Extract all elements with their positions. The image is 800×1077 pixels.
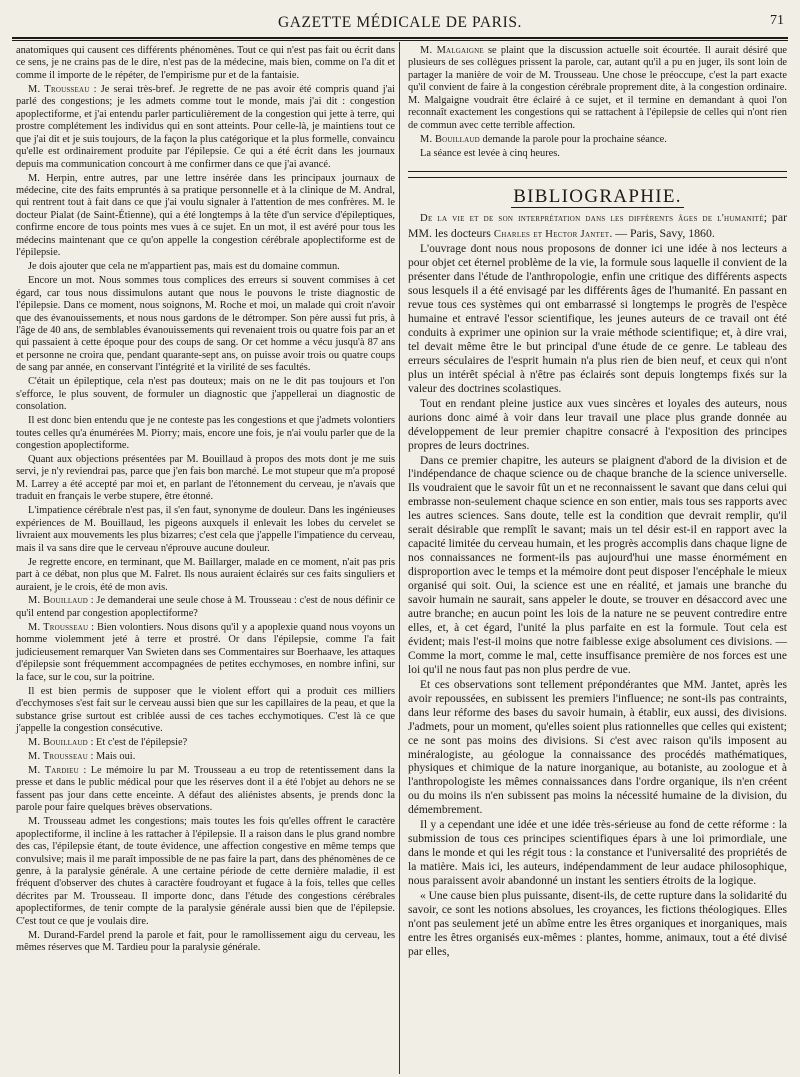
review-paragraph: Il y a cependant une idée et une idée très-sérieuse au fond de cette réforme : la submission de tous ces principes scientifiques épars à une loi primordiale, une dans le monde et qui les régit tous : la constance et l'universalité des propriétés de la matière. Mais ici, les auteurs, indépendamment de leur audace philosophique, nous paraissent avoir abandonné un instant les sentiers étroits de la logique.	[408, 819, 787, 888]
speaker-name: M. Trousseau	[28, 750, 88, 762]
paragraph: M. Trousseau : Mais oui.	[28, 750, 136, 762]
paragraph: M. Trousseau : Je serai très-bref. Je regrette de ne pas avoir été compris quand j'ai parlé des congestions; je les admets comme tout le monde, mais j'ai dit : congestion apoplectiforme, et j'ai entendu parler particulièrement de la congestion qui jette à terre, qui prostre complétement les individus qui en sont atteints. Pour celle-là, je maintiens tout ce que j'ai dit et je suis toujours, de la façon la plus catégorique et la plus formelle, convaincu qu'elle est ordinairement produite par l'épilepsie. Ce qui a été écrit dans les journaux depuis ma communication concourt à me confirmer dans ce que j'ai avancé.	[16, 83, 395, 170]
review-paragraph: Et ces observations sont tellement prépondérantes que MM. Jantet, après les avoir repoussées, en subissent les premiers l'influence; ne sont-ils pas contraints, dans leur réforme des bases du savoir humain, à établir, eux aussi, des divisions. J'admets, pour un moment, qu'elles soient plus rationnelles que celles qui existent; ce ne sont pas moins des divisions. Si c'est avec raison qu'ils imposent au minéralogiste, au géologue la connaissance des procédés mathématiques, physiques et chimique de la nature inorganique, au botaniste, au zoologue et à l'anthropologiste les mêmes connaissances dans l'ordre organique, ils n'en créent ou du moins ils n'en subissent pas moins la nécessité humaine de la division, du démembrement.	[408, 678, 787, 817]
paragraph: Encore un mot. Nous sommes tous complices des erreurs si souvent commises à cet égard, car tous nous dissimulons autant que nous le pouvons le triste diagnostic de l'épilepsie. Dans ce moment, nous soignons, M. Roche et moi, un malade qui croit n'avoir que des évanouissements, et nous nous gardons de le détromper. Son père aussi fut pris, à l'âge de 40 ans, de semblables évanouissements qui revenaient trois ou quatre fois par an et qui passaient à cette époque pour des coups de sang. Or cet homme a vécu jusqu'à 87 ans et personne ne croira que, pendant quarante-sept ans, on puisse avoir trois ou quatre coups de sang par année, en conservant l'intégrité et la virilité de ses facultés.	[16, 275, 395, 374]
paragraph: Il est donc bien entendu que je ne conteste pas les congestions et que j'admets volontiers toutes celles qu'a énumérées M. Piorry; mais, encore une fois, je n'ai voulu parler que de la congestion apoplectiforme.	[16, 415, 395, 452]
paragraph: M. Herpin, entre autres, par une lettre insérée dans les principaux journaux de médecine, cite des faits empruntés à sa pratique personnelle et à la clinique de M. Andral, qui rentrent tout à fait dans ce que j'ai voulu signaler à l'attention de mes confrères. M. le docteur Pialat (de Saint-Étienne), qui a été longtemps à la tête d'un service d'épileptiques, confirme encore de tous points mes vues à ce sujet. En un mot, il est avéré pour tous les médecins maintenant que ce qu'on appelle la congestion cérébrale apoplectiforme est de l'épilepsie.	[16, 172, 395, 259]
paragraph: M. Bouillaud demande la parole pour la prochaine séance.	[420, 133, 667, 145]
paragraph: anatomiques qui causent ces différents phénomènes. Tout ce qui n'est pas fait ou écrit dans ce sens, je ne crains pas de le dire, n'est pas de la médecine, mais bien, comme on l'a dit et comme il importe de le répéter, de l'empirisme pur et de la fantaisie.	[16, 45, 395, 81]
book-authors: Charles et Hector Jantet	[493, 228, 610, 240]
speaker-name: M. Bouillaud	[420, 133, 480, 145]
left-column	[16, 45, 395, 956]
speaker-name: M. Bouillaud	[28, 736, 88, 748]
masthead	[0, 0, 800, 40]
paragraph: M. Trousseau admet les congestions; mais toutes les fois qu'elles offrent le caractère apoplectiforme, il incline à les rattacher à l'épilepsie. Il a raison dans le plus grand nombre des cas, l'épilepsie étant, de toute évidence, une affection congestive en même temps que convulsive; mais il me paraît impossible de ne pas faire la part, dans des phénomènes de ce genre, à la paralysie générale. A une certaine période de cette dernière maladie, il est fréquent d'observer des chutes à caractère foudroyant et fugace à la fois, telles que celles décrites par M. Trousseau. Il importe donc, dans l'étude des congestions cérébrales apoplectiformes, de tenir compte de la paralysie générale aussi bien que de l'épilepsie. C'est tout ce que je voulais dire.	[16, 816, 395, 927]
review-paragraph: « Une cause bien plus puissante, disent-ils, de cette rupture dans la solidarité du savoir, ce sont les notions absolues, les croyances, les fictions théologiques. Elles n'ont pas seulement jeté un abîme entre les êtres organiques et inorganiques, mais entre les êtres organisés eux-mêmes : plantes, homme, animaux, tout a été divisé par elles,	[408, 890, 787, 958]
review-paragraph: Dans ce premier chapitre, les auteurs se plaignent d'abord de la division et de l'indépendance de chaque science ou de chaque branche de la science universelle. Ils voudraient que le savoir fût un et ne reconnaissent le savant que dans celui qui embrasse non-seulement chaque science en son entier, mais tous ses rapports avec les autres sciences. Sans doute, telle est la condition que devrait remplir, qu'il serait désirable que remplît le savant; mais un tel désir est-il en rapport avec la capacité limitée du cerveau humain, et les progrès accomplis dans chaque ligne de nos connaissances ne forment-ils pas aujourd'hui une masse énormément en disproportion avec le temps et la mémoire dont peut disposer l'encéphale le mieux organisé qui soit. Oui, la science est une en réalité, et jamais une branche du savoir humain ne saurait, sans appeler le doute, se trouver en désaccord avec une autre branche; en aucun point les lois de la nature ne se peuvent contredire entre elles, et, à cet égard, l'unité la plus parfaite en est la formule. Tout cela est évident; mais l'est-il moins que notre faiblesse exige absolument ces divisions. — Comme la mort, comme le mal, cette insuffisance première de nos forces est une loi qu'il ne nous faut pas non plus perdre de vue.	[408, 454, 787, 676]
book-reference: De la vie et de son interprétation dans les différents âges de l'humanité; par MM. les docteurs Charles et Hector Jantet. — Paris, Savy, 1860.	[408, 209, 787, 240]
paragraph: M. Tardieu : Le mémoire lu par M. Trousseau a eu trop de retentissement dans la presse et dans le public médical pour que les réserves dont il a été l'objet au dehors ne se fassent pas jour dans cette enceinte. A défaut des aliénistes absents, je prends donc la parole pour faire quelques brèves observations.	[16, 764, 395, 814]
speaker-name: M. Tardieu	[28, 764, 79, 776]
section-title: BIBLIOGRAPHIE.	[513, 186, 682, 208]
paragraph: Je dois ajouter que cela ne m'appartient pas, mais est du domaine commun.	[28, 261, 340, 273]
book-publisher: . — Paris, Savy, 1860.	[609, 225, 715, 240]
paragraph: M. Bouillaud : Je demanderai une seule chose à M. Trousseau : c'est de nous définir ce qu'il entend par congestion apoplectiforme?	[16, 595, 395, 619]
section-separator	[408, 171, 787, 178]
review-paragraph: L'ouvrage dont nous nous proposons de donner ici une idée à nos lecteurs a pour objet cet éternel problème de la vie, la formule sous laquelle il convient de la présenter dans l'étude de l'anthropologie, enfin une critique des différents aspects sous lesquels il a été envisagé par les différents âges de l'humanité. En passant en revue tous ces systèmes qui ont embarrassé si longtemps le progrès de l'espèce humaine et entravé l'essor scientifique, les jeunes auteurs de ce travail ont été conduits à exprimer une opinion sur la vraie méthode scientifique; et, à dire vrai, tel devait même être le but principal d'une étude de ce genre. Le tableau des erreurs séculaires de l'esprit humain n'a plus rien de bien neuf, et ceux qui n'ont plus un intérêt spécial à n'être pas éclairés sont depuis longtemps fixés sur la valeur des doctrines scolastiques.	[408, 243, 787, 395]
paragraph: M. Trousseau : Bien volontiers. Nous disons qu'il y a apoplexie quand nous voyons un homme violemment jeté à terre et prostré. Or dans l'épilepsie, comme l'a fait judicieusement remarquer Van Swieten dans ses Commentaires sur Boerhaave, les attaques d'épilepsie sont fréquemment accompagnées de petites ecchymoses, en nombre infini, sur la face, sur le cou, sur la poitrine.	[16, 621, 395, 683]
masthead-rule	[12, 37, 788, 41]
paragraph: M. Bouillaud : Et c'est de l'épilepsie?	[28, 736, 188, 748]
paragraph: Quant aux objections présentées par M. Bouillaud à propos des mots dont je me suis servi, je n'y reviendrai pas, parce que j'en fais bon marché. Le mot stupeur que m'a proposé M. Larrey a été accepté par moi et, en parlant de l'étonnement du cerveau, je n'avais que traduit en français le verbe stupere, être étonné.	[16, 454, 395, 503]
speaker-name: M. Trousseau	[28, 621, 89, 633]
paragraph: M. Durand-Fardel prend la parole et fait, pour le ramollissement aigu du cerveau, les mêmes réserves que M. Tardieu pour la paralysie générale.	[16, 929, 395, 954]
paragraph: L'impatience cérébrale n'est pas, il s'en faut, synonyme de douleur. Dans les ingénieuses expériences de M. Bouillaud, les pigeons auxquels il enlevait les lobes du cervelet se livraient aux mouvements les plus bizarres; c'est cela que j'appelle l'impatience du cerveau, mais il va sans dire que le cerveau n'éprouve aucune douleur.	[16, 505, 395, 554]
speaker-name: M. Trousseau	[28, 83, 90, 95]
right-column	[408, 45, 787, 961]
paragraph: M. Malgaigne se plaint que la discussion actuelle soit écourtée. Il aurait désiré que plusieurs de ses collègues prissent la parole, car, autant qu'il a pu en juger, ils sont loin de partager la manière de voir de M. Trousseau. Une chose le préoccupe, c'est la part exacte qu'il convient de faire à la congestion cérébrale proprement dite, à la congestion ordinaire. M. Malgaigne voudrait être éclairé à ce sujet, et il termine en demandant à quoi l'on reconnaît exactement les congestions qui se rattachent à l'épilepsie de celles qui n'ont rien de commun avec cette terrible affection.	[408, 45, 788, 131]
paragraph: Il est bien permis de supposer que le violent effort qui a produit ces milliers d'ecchymoses s'est fait sur le cerveau aussi bien que sur les capillaires de la peau, et que la substance grise surtout est criblée aussi de ces taches ecchymotiques. C'est là ce que j'appelle la congestion consécutive.	[16, 685, 395, 735]
paragraph: Je regrette encore, en terminant, que M. Baillarger, malade en ce moment, n'ait pas pris part à ce débat, non plus que M. Falret. Ils nous auraient éclairés sur ces faits singuliers et auraient, je le crois, été de mon avis.	[16, 556, 395, 593]
journal-title: GAZETTE MÉDICALE DE PARIS.	[277, 14, 523, 31]
column-divider	[399, 42, 400, 1074]
page-number: 71	[770, 13, 784, 28]
book-title: De la vie et de son interprétation dans les différents âges de l'humanité	[420, 212, 764, 224]
paragraph: C'était un épileptique, cela n'est pas douteux; mais on ne le dit pas toujours et l'on s'efforce, le plus souvent, de formuler un diagnostic que j'appellerai un diagnostic de consolation.	[16, 376, 395, 413]
speaker-name: M. Bouillaud	[28, 595, 89, 607]
paragraph: La séance est levée à cinq heures.	[420, 147, 560, 159]
speaker-name: M. Malgaigne	[420, 45, 484, 56]
review-paragraph: Tout en rendant pleine justice aux vues sincères et loyales des auteurs, nous aurions donc aimé à voir dans leur travail une place plus grande donnée au développement de leur premier chapitre consacré à l'exposition des principes propres de leurs doctrines.	[408, 397, 787, 452]
